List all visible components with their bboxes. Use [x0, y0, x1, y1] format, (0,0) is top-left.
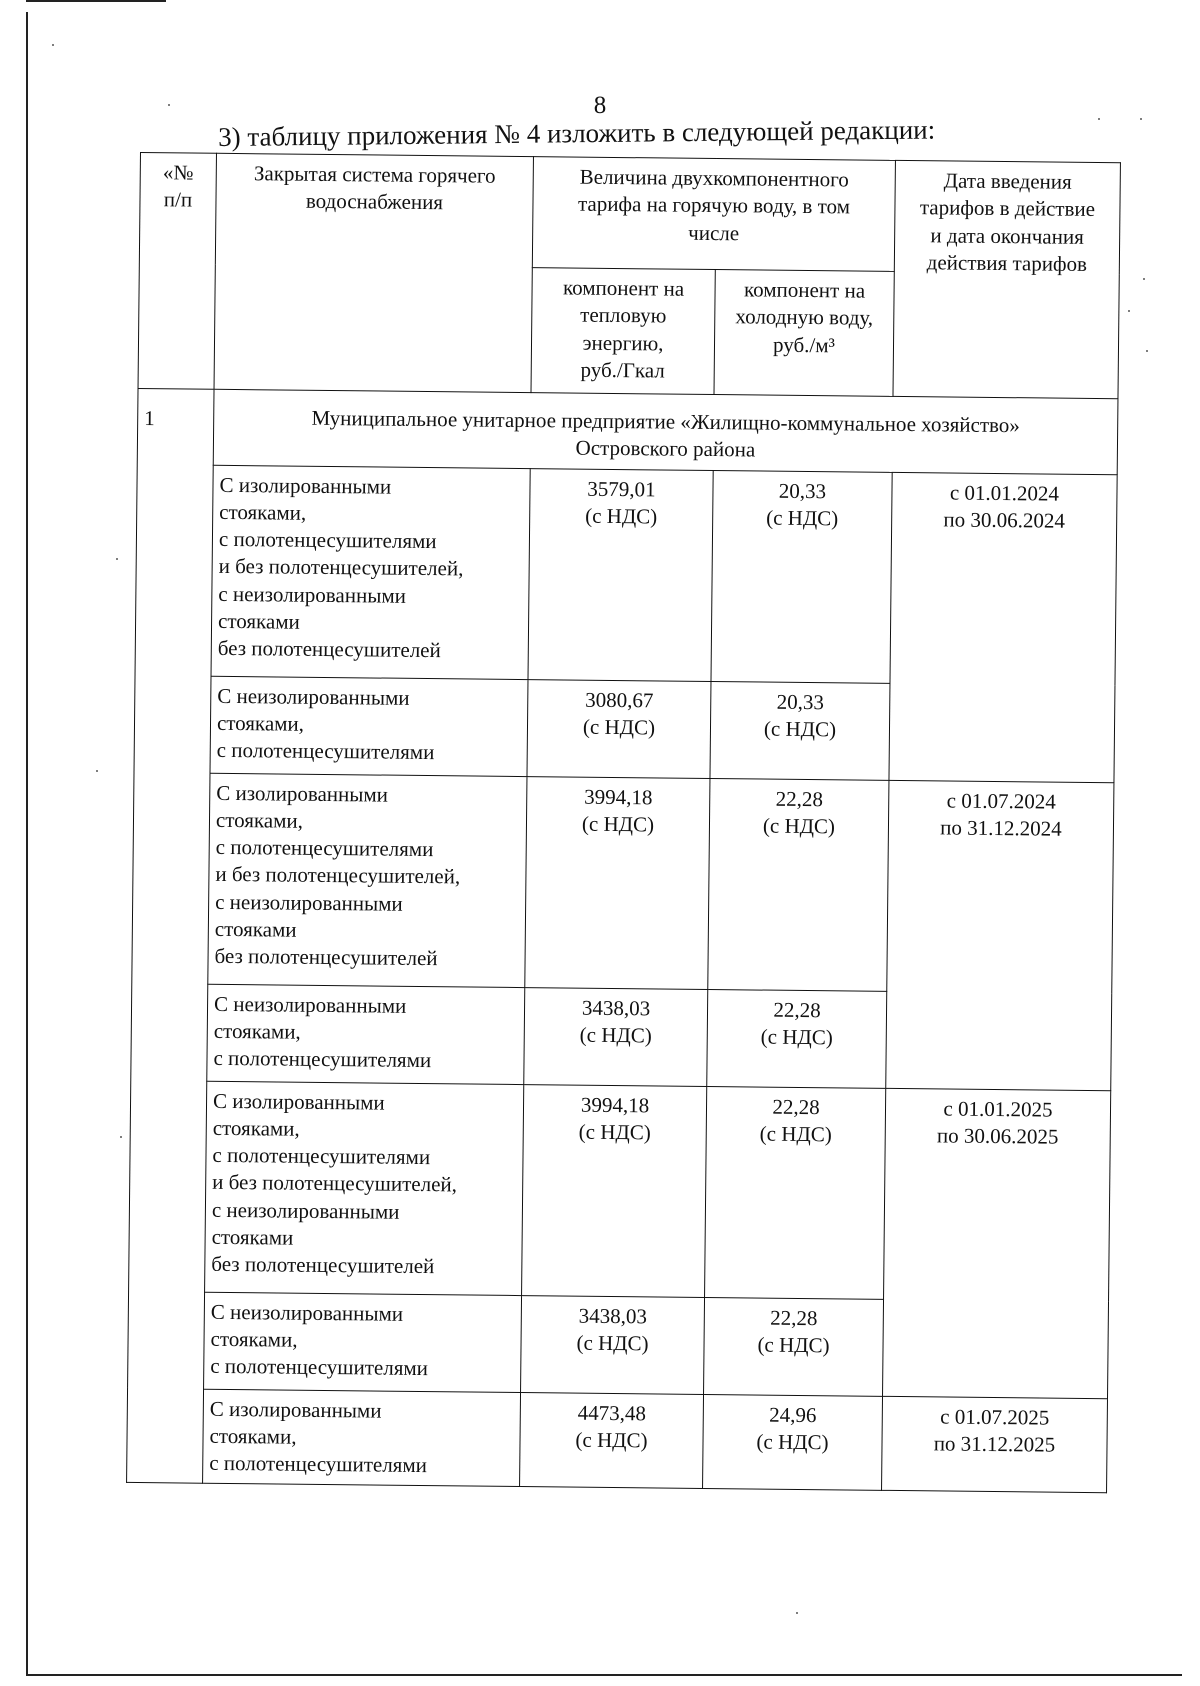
scan-speck — [796, 1612, 798, 1614]
cold-value-cell: 22,28 (с НДС) — [708, 778, 889, 991]
table-row — [129, 1080, 1111, 1301]
system-cell: С неизолированными стояками, с полотенцесушителями — [204, 1292, 522, 1392]
tariff-table — [126, 152, 1121, 1494]
page-number: 8 — [593, 92, 607, 119]
scan-edge-top — [26, 0, 166, 2]
cold-value-cell: 22,28 (с НДС) — [705, 1086, 886, 1299]
date-range-cell: с 01.07.2025 по 31.12.2025 — [882, 1396, 1108, 1493]
scan-speck — [116, 558, 118, 560]
date-range-cell: с 01.07.2024 по 31.12.2024 — [886, 780, 1114, 1090]
heat-value-cell: 3579,01 (с НДС) — [528, 468, 713, 681]
table-row — [127, 1388, 1108, 1493]
cold-value-cell: 20,33 (с НДС) — [710, 681, 890, 780]
system-cell: С изолированными стояками, с полотенцесушителями и без полотенцесушителей, с неизолированными стояками без полотенцесушителей — [208, 773, 527, 987]
date-range-cell: с 01.01.2025 по 30.06.2025 — [883, 1088, 1111, 1398]
heat-value-cell: 3994,18 (с НДС) — [522, 1084, 707, 1297]
scan-speck — [1140, 118, 1142, 120]
scan-speck — [1146, 350, 1148, 352]
header-heat-component: компонент на тепловую энергию, руб./Гкал — [531, 268, 715, 395]
header-system: Закрытая система горячего водоснабжения — [214, 153, 533, 392]
header-tariff: Величина двухкомпонентного тарифа на горячую воду, в том числе — [532, 157, 895, 272]
scan-speck — [96, 770, 98, 772]
date-range-cell: с 01.01.2024 по 30.06.2024 — [889, 472, 1117, 782]
system-cell: С изолированными стояками, с полотенцесушителями и без полотенцесушителей, с неизолированными стояками без полотенцесушителей — [211, 465, 530, 679]
system-cell: С неизолированными стояками, с полотенцесушителями — [210, 676, 528, 776]
cold-value-cell: 22,28 (с НДС) — [707, 989, 887, 1088]
cold-value-cell: 24,96 (с НДС) — [703, 1394, 883, 1491]
header-num: «№ п/п — [138, 153, 216, 390]
cold-value-cell: 20,33 (с НДС) — [711, 470, 892, 683]
scan-edge-left — [26, 12, 28, 1676]
system-cell: С неизолированными стояками, с полотенцесушителями — [207, 984, 525, 1084]
table-row — [135, 464, 1117, 685]
header-cold-component: компонент на холодную воду, руб./м³ — [714, 270, 894, 397]
scan-edge-bottom — [26, 1674, 1182, 1676]
scan-speck — [120, 1136, 122, 1138]
scan-speck — [168, 104, 170, 106]
system-cell: С изолированными стояками, с полотенцесушителями и без полотенцесушителей, с неизолированными стояками без полотенцесушителей — [205, 1081, 524, 1295]
heat-value-cell: 3438,03 (с НДС) — [524, 987, 708, 1086]
cold-value-cell: 22,28 (с НДС) — [704, 1297, 884, 1396]
heat-value-cell: 3438,03 (с НДС) — [521, 1295, 705, 1394]
table-row — [132, 772, 1114, 993]
header-dates: Дата введения тарифов в действие и дата окончания действия тарифов — [893, 160, 1120, 398]
organization-name: Муниципальное унитарное предприятие «Жилищно-коммунальное хозяйство» Островского района — [213, 389, 1118, 474]
row-number: 1 — [127, 388, 214, 1483]
scan-speck — [1143, 278, 1145, 280]
scan-speck — [1128, 310, 1130, 312]
system-cell: С изолированными стояками, с полотенцесушителями — [203, 1389, 521, 1487]
heat-value-cell: 3994,18 (с НДС) — [525, 776, 710, 989]
scan-speck — [1098, 118, 1100, 120]
tariff-table-wrapper — [126, 152, 1120, 1494]
scan-speck — [52, 44, 54, 46]
intro-text: 3) таблицу приложения № 4 изложить в следующей редакции: — [218, 114, 936, 152]
organization-row — [137, 388, 1118, 474]
heat-value-cell: 3080,67 (с НДС) — [527, 679, 711, 778]
heat-value-cell: 4473,48 (с НДС) — [520, 1392, 704, 1489]
table-header-row — [139, 153, 1120, 274]
